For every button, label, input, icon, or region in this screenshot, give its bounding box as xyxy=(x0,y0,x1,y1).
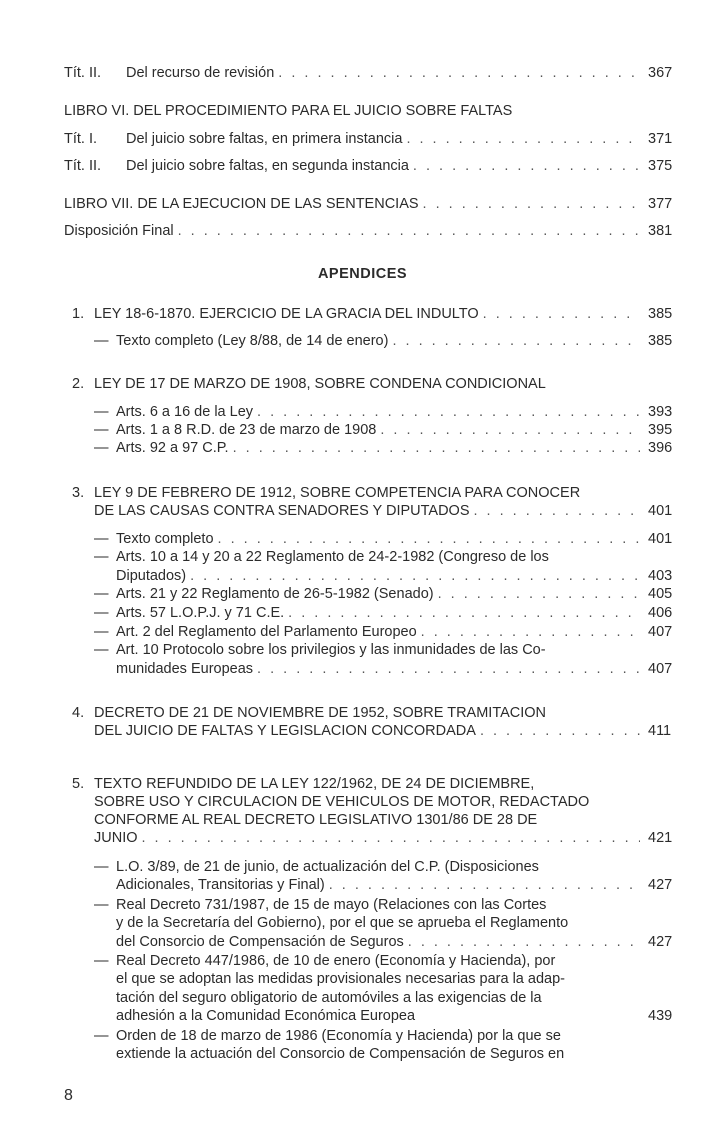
dot-leader xyxy=(278,64,640,82)
appendix-title: 4. DECRETO DE 21 DE NOVIEMBRE DE 1952, SOBRE TRAMITACION xyxy=(72,705,547,721)
appendix-item-cont: munidades Europeas . . . xyxy=(116,660,640,678)
appendix-item-cont: Diputados) . . . xyxy=(116,567,640,585)
dot-leader xyxy=(218,530,640,548)
dot-leader xyxy=(474,502,641,520)
appendix-title: 5. TEXTO REFUNDIDO DE LA LEY 122/1962, DE 24 DE DICIEMBRE, xyxy=(72,776,535,792)
book-title: LIBRO VI. DEL PROCEDIMIENTO PARA EL JUICIO SOBRE FALTAS xyxy=(64,103,513,119)
toc-entry xyxy=(64,130,640,148)
appendix-item: — Arts. 1 a 8 R.D. de 23 de marzo de 1908 . . . xyxy=(94,421,640,439)
appendix-number: 3. xyxy=(72,485,85,501)
toc-page: 411 xyxy=(648,723,672,739)
toc-page: 403 xyxy=(648,568,673,584)
appendix-title: 3. LEY 9 DE FEBRERO DE 1912, SOBRE COMPETENCIA PARA CONOCER xyxy=(72,485,581,501)
appendix-item-cont: extiende la actuación del Consorcio de Compensación de Seguros en xyxy=(116,1046,565,1062)
appendix-item-cont: del Consorcio de Compensación de Seguros . . . xyxy=(116,933,640,951)
appendix-number: 4. xyxy=(72,705,85,721)
toc-page: 371 xyxy=(648,131,673,147)
appendix-entry xyxy=(72,305,640,323)
dot-leader xyxy=(142,829,641,847)
dot-leader xyxy=(257,403,640,421)
appendix-item: — L.O. 3/89, de 21 de junio, de actualización del C.P. (Disposiciones xyxy=(94,859,539,875)
toc-entry xyxy=(64,222,640,240)
dot-leader xyxy=(178,222,640,240)
toc-page: 406 xyxy=(648,605,673,621)
appendix-title-cont: SOBRE USO Y CIRCULACION DE VEHICULOS DE MOTOR, REDACTADO xyxy=(94,794,590,810)
dot-leader xyxy=(413,157,640,175)
dot-leader xyxy=(438,585,640,603)
toc-page: 377 xyxy=(648,196,673,212)
toc-entry xyxy=(64,195,640,213)
appendix-item: — Arts. 10 a 14 y 20 a 22 Reglamento de 24-2-1982 (Congreso de los xyxy=(94,549,549,565)
toc-page: 393 xyxy=(648,404,673,420)
appendix-item: — Art. 10 Protocolo sobre los privilegios y las inmunidades de las Co- xyxy=(94,642,546,658)
appendix-item-cont: tación del seguro obligatorio de automóviles a las exigencias de la xyxy=(116,990,542,1006)
appendix-number: 5. xyxy=(72,776,85,792)
toc-page: 401 xyxy=(648,531,673,547)
toc-entry xyxy=(64,157,640,175)
appendix-number: 2. xyxy=(72,376,85,392)
toc-prefix: Tít. II. xyxy=(64,65,102,81)
appendix-item: — Arts. 92 a 97 C.P. . . . xyxy=(94,439,640,457)
section-heading: APENDICES xyxy=(317,266,408,282)
appendix-item: — Arts. 21 y 22 Reglamento de 26-5-1982 (Senado) . . . xyxy=(94,585,640,603)
toc-page: 439 xyxy=(648,1008,673,1024)
appendix-item-cont: adhesión a la Comunidad Económica Europea xyxy=(116,1008,416,1024)
toc-page: 427 xyxy=(648,877,673,893)
appendix-item-cont: el que se adoptan las medidas provisionales necesarias para la adap- xyxy=(116,971,565,987)
toc-entry xyxy=(64,64,640,82)
dot-leader xyxy=(190,567,640,585)
dot-leader xyxy=(406,130,640,148)
appendix-title-cont: CONFORME AL REAL DECRETO LEGISLATIVO 1301/86 DE 28 DE xyxy=(94,812,538,828)
dot-leader xyxy=(480,722,640,740)
toc-page: 385 xyxy=(648,306,673,322)
appendix-item: — Texto completo . . . xyxy=(94,530,640,548)
dot-leader xyxy=(257,660,640,678)
toc-page: 396 xyxy=(648,440,673,456)
appendix-item: — Arts. 57 L.O.P.J. y 71 C.E. . . . xyxy=(94,604,640,622)
toc-page: 395 xyxy=(648,422,673,438)
appendix-item: — Real Decreto 447/1986, de 10 de enero (Economía y Hacienda), por xyxy=(94,953,556,969)
dot-leader xyxy=(392,332,640,350)
toc-page: 407 xyxy=(648,661,673,677)
toc-page: 427 xyxy=(648,934,673,950)
appendix-title: LEY 18-6-1870. EJERCICIO DE LA GRACIA DEL INDULTO xyxy=(94,306,479,322)
toc-page: 381 xyxy=(648,223,673,239)
toc-title: Del juicio sobre faltas, en segunda instancia xyxy=(126,158,409,174)
toc-page: 407 xyxy=(648,624,673,640)
toc-page: 405 xyxy=(648,586,673,602)
toc-title: Del recurso de revisión xyxy=(126,65,275,81)
page-number: 8 xyxy=(64,1087,73,1104)
appendix-entry: DE LAS CAUSAS CONTRA SENADORES Y DIPUTADOS . . . xyxy=(94,502,640,520)
appendix-item-cont: Adicionales, Transitorias y Final) . . . xyxy=(116,876,640,894)
toc-page: 367 xyxy=(648,65,673,81)
appendix-item: — Texto completo (Ley 8/88, de 14 de enero) . . . xyxy=(94,332,640,350)
appendix-number: 1. xyxy=(72,306,85,322)
dot-leader xyxy=(483,305,640,323)
dot-leader xyxy=(329,876,640,894)
appendix-entry: JUNIO . . . xyxy=(94,829,640,847)
appendix-entry: DEL JUICIO DE FALTAS Y LEGISLACION CONCORDADA . . . xyxy=(94,722,640,740)
dot-leader xyxy=(288,604,640,622)
appendix-item-cont: y de la Secretaría del Gobierno), por el que se aprueba el Reglamento xyxy=(116,915,569,931)
toc-prefix: Tít. II. xyxy=(64,158,102,174)
dot-leader xyxy=(421,623,640,641)
dot-leader xyxy=(233,439,640,457)
toc-title: Disposición Final xyxy=(64,223,174,239)
toc-title: LIBRO VII. DE LA EJECUCION DE LAS SENTENCIAS xyxy=(64,196,419,212)
appendix-item: — Art. 2 del Reglamento del Parlamento Europeo . . . xyxy=(94,623,640,641)
toc-page: 401 xyxy=(648,503,673,519)
em-dash: — xyxy=(94,333,109,349)
appendix-title: 2. LEY DE 17 DE MARZO DE 1908, SOBRE CONDENA CONDICIONAL xyxy=(72,376,546,392)
appendix-item: — Real Decreto 731/1987, de 15 de mayo (Relaciones con las Cortes xyxy=(94,897,547,913)
dot-leader xyxy=(408,933,640,951)
toc-page: 421 xyxy=(648,830,673,846)
appendix-item: — Orden de 18 de marzo de 1986 (Economía y Hacienda) por la que se xyxy=(94,1028,561,1044)
toc-page: 375 xyxy=(648,158,673,174)
toc-page: 385 xyxy=(648,333,673,349)
toc-prefix: Tít. I. xyxy=(64,131,98,147)
dot-leader xyxy=(380,421,640,439)
dot-leader xyxy=(423,195,640,213)
appendix-item: — Arts. 6 a 16 de la Ley . . . xyxy=(94,403,640,421)
toc-title: Del juicio sobre faltas, en primera instancia xyxy=(126,131,403,147)
